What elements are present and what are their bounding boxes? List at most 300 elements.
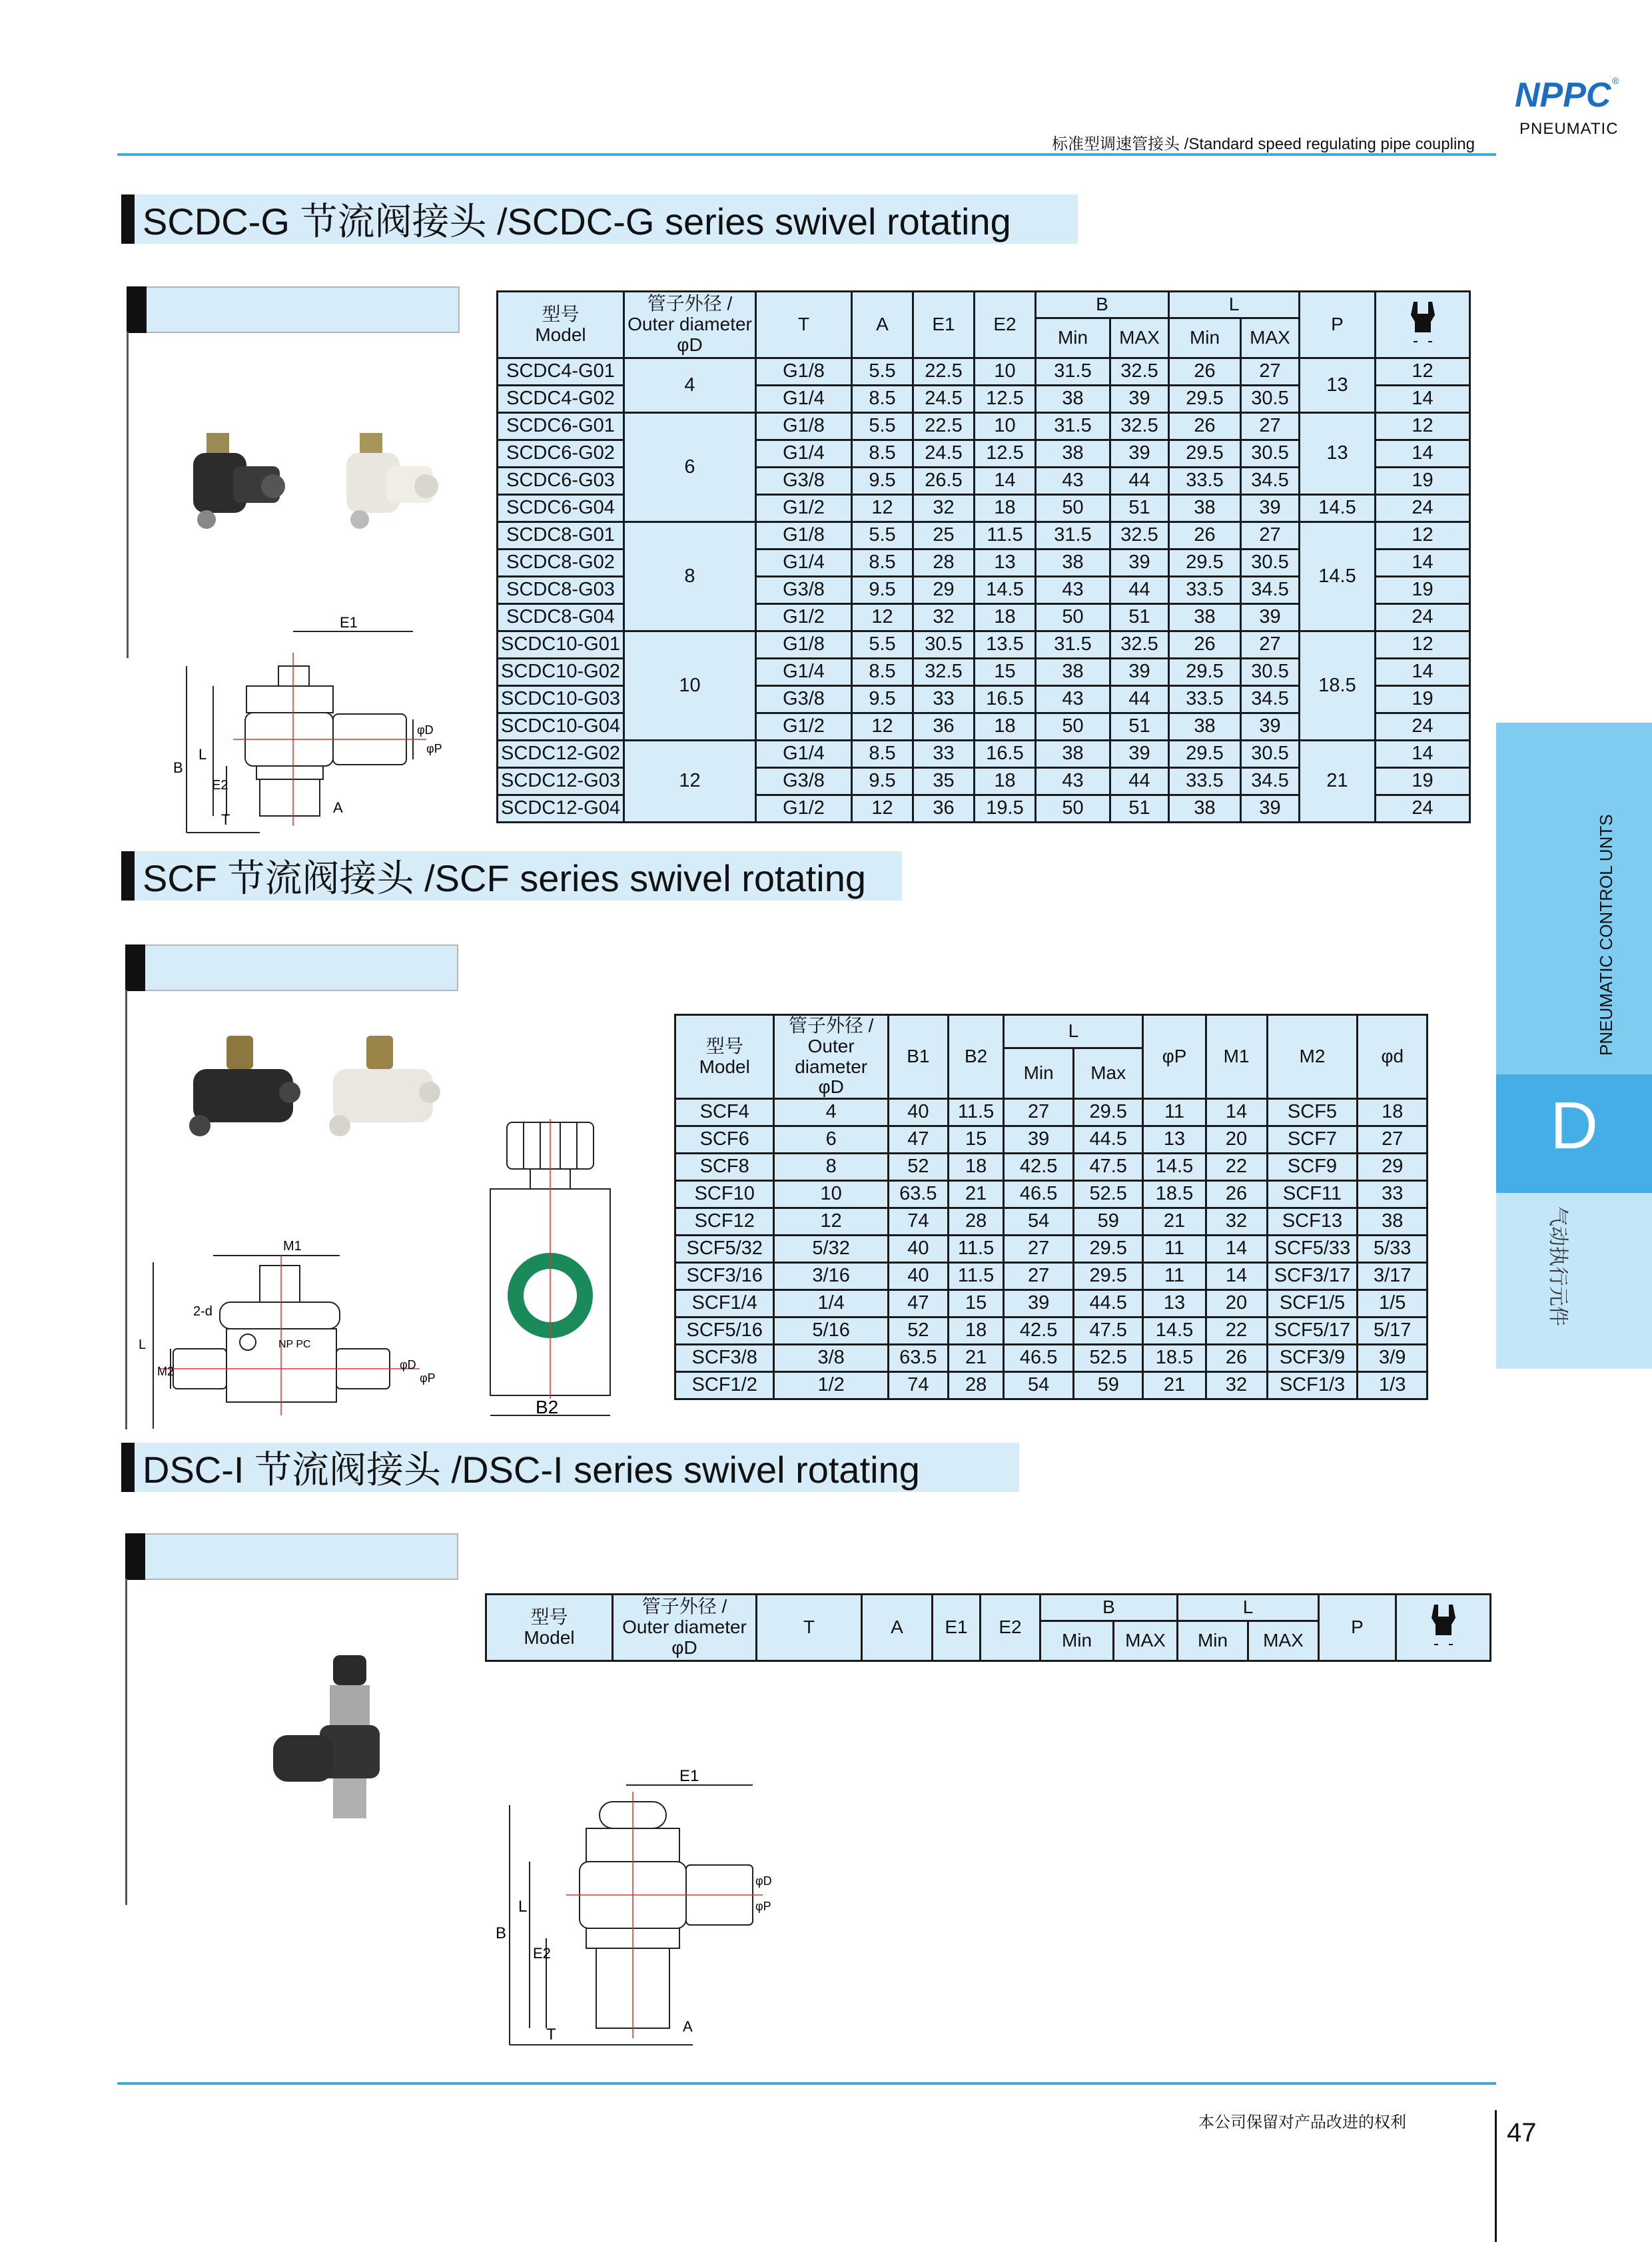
cell-b2: 18 [948, 1154, 1004, 1181]
cell-p: 13 [1300, 413, 1376, 495]
side-tab-category-text: PNEUMATIC CONTROL UNTS [1596, 814, 1616, 1056]
cell-l-min: 42.5 [1004, 1317, 1074, 1345]
cell-model: SCDC4-G02 [498, 386, 624, 413]
cell-b-max: 39 [1110, 741, 1169, 768]
svg-text:φD: φD [400, 1358, 416, 1371]
svg-text:2-d: 2-d [193, 1304, 212, 1319]
section-title-text: SCF 节流阀接头 /SCF series swivel rotating [143, 857, 866, 899]
cell-wrench: 24 [1376, 795, 1470, 823]
cell-l-min: 26 [1169, 413, 1241, 440]
cell-t: G3/8 [756, 686, 852, 713]
header-e1: E1 [933, 1595, 981, 1661]
cell-l-min: 29.5 [1169, 550, 1241, 577]
cell-e1: 30.5 [913, 631, 975, 659]
cell-l-max: 39 [1241, 713, 1300, 741]
nppc-logo [1513, 75, 1620, 115]
cell-outer-diameter: 1/2 [774, 1372, 888, 1399]
cell-a: 12 [852, 795, 913, 823]
cell-l-max: 39 [1241, 795, 1300, 823]
fitting-white-photo [346, 433, 438, 529]
cell-phi-p: 21 [1143, 1372, 1206, 1399]
svg-text:E2: E2 [533, 1945, 551, 1962]
cell-b-max: 39 [1110, 440, 1169, 468]
cell-outer-diameter: 10 [624, 631, 756, 741]
header-l: L [1169, 292, 1300, 318]
cell-phi-d: 3/17 [1358, 1263, 1428, 1290]
cell-b-min: 43 [1036, 686, 1110, 713]
cell-a: 8.5 [852, 741, 913, 768]
cell-l-max: 39 [1241, 604, 1300, 631]
section-title-dsc [121, 1443, 1019, 1492]
cell-t: G1/2 [756, 713, 852, 741]
cell-model: SCDC6-G02 [498, 440, 624, 468]
cell-l-min: 29.5 [1169, 440, 1241, 468]
cell-model: SCF5/32 [675, 1236, 774, 1263]
header-b-max: MAX [1114, 1621, 1178, 1661]
table-row [675, 1263, 1428, 1290]
image-label-dsc [125, 1533, 458, 1580]
cell-m1: 22 [1206, 1317, 1267, 1345]
cell-p: 18.5 [1300, 631, 1376, 741]
cell-a: 9.5 [852, 768, 913, 795]
cell-wrench: 14 [1376, 440, 1470, 468]
cell-a: 12 [852, 604, 913, 631]
cell-l-max: 34.5 [1241, 686, 1300, 713]
cell-b-max: 51 [1110, 713, 1169, 741]
cell-e1: 32.5 [913, 659, 975, 686]
cell-phi-d: 1/5 [1358, 1290, 1428, 1317]
svg-text:NP PC: NP PC [278, 1339, 311, 1350]
cell-l-min: 38 [1169, 713, 1241, 741]
header-l-min: Min [1169, 318, 1241, 358]
svg-text:L: L [199, 746, 207, 763]
cell-m2: SCF3/9 [1267, 1345, 1358, 1372]
cell-e2: 13 [975, 550, 1036, 577]
cell-e1: 22.5 [913, 413, 975, 440]
cell-model: SCF3/16 [675, 1263, 774, 1290]
cell-outer-diameter: 8 [774, 1154, 888, 1181]
cell-a: 9.5 [852, 686, 913, 713]
cell-l-min: 27 [1004, 1236, 1074, 1263]
cell-e1: 24.5 [913, 386, 975, 413]
cell-l-min: 46.5 [1004, 1181, 1074, 1208]
cell-e2: 14.5 [975, 577, 1036, 604]
cell-b-min: 50 [1036, 713, 1110, 741]
header-model: 型号 Model [486, 1595, 613, 1661]
cell-model: SCDC10-G04 [498, 713, 624, 741]
svg-text:φP: φP [420, 1371, 436, 1385]
cell-m1: 14 [1206, 1263, 1267, 1290]
cell-m2: SCF5/33 [1267, 1236, 1358, 1263]
cell-model: SCDC8-G03 [498, 577, 624, 604]
cell-phi-d: 1/3 [1358, 1372, 1428, 1399]
cell-m2: SCF3/17 [1267, 1263, 1358, 1290]
cell-e1: 29 [913, 577, 975, 604]
cell-e1: 25 [913, 522, 975, 550]
cell-b-min: 31.5 [1036, 631, 1110, 659]
cell-b-min: 43 [1036, 468, 1110, 495]
cell-b1: 63.5 [888, 1181, 948, 1208]
cell-l-max: 34.5 [1241, 577, 1300, 604]
technical-drawing-scdc [160, 613, 440, 839]
wrench-icon [1429, 1602, 1458, 1649]
cell-m1: 14 [1206, 1099, 1267, 1126]
cell-b-min: 38 [1036, 386, 1110, 413]
cell-model: SCDC6-G04 [498, 495, 624, 522]
header-a: A [862, 1595, 933, 1661]
cell-b-max: 39 [1110, 659, 1169, 686]
header-b2: B2 [948, 1015, 1004, 1099]
cell-phi-p: 11 [1143, 1263, 1206, 1290]
cell-b1: 52 [888, 1154, 948, 1181]
cell-l-min: 39 [1004, 1290, 1074, 1317]
header-l-max: MAX [1241, 318, 1300, 358]
cell-b2: 11.5 [948, 1236, 1004, 1263]
cell-e2: 11.5 [975, 522, 1036, 550]
cell-phi-d: 5/17 [1358, 1317, 1428, 1345]
cell-phi-d: 5/33 [1358, 1236, 1428, 1263]
cell-model: SCF12 [675, 1208, 774, 1236]
cell-l-max: 47.5 [1073, 1317, 1143, 1345]
cell-b-min: 50 [1036, 795, 1110, 823]
cell-model: SCDC10-G01 [498, 631, 624, 659]
cell-phi-p: 14.5 [1143, 1154, 1206, 1181]
table-row [675, 1126, 1428, 1154]
cell-m1: 26 [1206, 1345, 1267, 1372]
cell-l-max: 39 [1241, 495, 1300, 522]
cell-b-max: 51 [1110, 604, 1169, 631]
cell-e1: 28 [913, 550, 975, 577]
svg-text:φD: φD [417, 723, 434, 737]
cell-b1: 47 [888, 1290, 948, 1317]
cell-e1: 33 [913, 741, 975, 768]
svg-text:A: A [333, 799, 343, 816]
cell-wrench: 12 [1376, 358, 1470, 386]
cell-t: G1/4 [756, 386, 852, 413]
table-row [675, 1208, 1428, 1236]
cell-l-max: 34.5 [1241, 468, 1300, 495]
header-b1: B1 [888, 1015, 948, 1099]
cell-a: 8.5 [852, 440, 913, 468]
svg-text:M1: M1 [283, 1239, 302, 1254]
cell-phi-d: 18 [1358, 1099, 1428, 1126]
cell-m2: SCF7 [1267, 1126, 1358, 1154]
cell-b-max: 32.5 [1110, 522, 1169, 550]
cell-t: G1/4 [756, 659, 852, 686]
cell-l-min: 54 [1004, 1208, 1074, 1236]
image-label-scf [125, 944, 458, 991]
cell-outer-diameter: 4 [624, 358, 756, 413]
cell-outer-diameter: 5/16 [774, 1317, 888, 1345]
cell-t: G1/4 [756, 741, 852, 768]
image-guide-line [127, 332, 129, 658]
cell-model: SCDC12-G02 [498, 741, 624, 768]
header-l-max: Max [1073, 1048, 1143, 1099]
cell-l-max: 59 [1073, 1372, 1143, 1399]
logo-subtitle: PNEUMATIC [1519, 120, 1619, 138]
cell-b2: 15 [948, 1126, 1004, 1154]
cell-m1: 32 [1206, 1208, 1267, 1236]
cell-l-max: 30.5 [1241, 386, 1300, 413]
side-tab-letter [1496, 1074, 1652, 1193]
product-photo-dsc [260, 1652, 393, 1832]
header-phi-d: φd [1358, 1015, 1428, 1099]
table-row [498, 522, 1470, 550]
footer-caption: 本公司保留对产品改进的权利 [1198, 2113, 1406, 2131]
cell-l-min: 26 [1169, 358, 1241, 386]
cell-l-min: 29.5 [1169, 741, 1241, 768]
cell-b-max: 32.5 [1110, 413, 1169, 440]
cell-phi-p: 18.5 [1143, 1345, 1206, 1372]
header-m1: M1 [1206, 1015, 1267, 1099]
cell-b-max: 39 [1110, 550, 1169, 577]
cell-b-max: 44 [1110, 468, 1169, 495]
cell-b-max: 32.5 [1110, 631, 1169, 659]
cell-m1: 32 [1206, 1372, 1267, 1399]
cell-l-max: 47.5 [1073, 1154, 1143, 1181]
cell-l-min: 39 [1004, 1126, 1074, 1154]
cell-e2: 10 [975, 358, 1036, 386]
spec-table-dsc [485, 1593, 1491, 1662]
cell-t: G1/8 [756, 522, 852, 550]
cell-phi-p: 21 [1143, 1208, 1206, 1236]
cell-l-min: 33.5 [1169, 577, 1241, 604]
cell-l-max: 52.5 [1073, 1181, 1143, 1208]
section-title-text: SCDC-G 节流阀接头 /SCDC-G series swivel rotating [143, 200, 1011, 242]
cell-outer-diameter: 12 [774, 1208, 888, 1236]
fitting-black-photo [193, 433, 285, 529]
cell-m2: SCF5/17 [1267, 1317, 1358, 1345]
cell-l-min: 29.5 [1169, 659, 1241, 686]
cell-b2: 21 [948, 1181, 1004, 1208]
svg-text:φD: φD [755, 1874, 772, 1888]
cell-e1: 36 [913, 713, 975, 741]
cell-model: SCF3/8 [675, 1345, 774, 1372]
cell-l-min: 46.5 [1004, 1345, 1074, 1372]
cell-model: SCF8 [675, 1154, 774, 1181]
cell-t: G1/2 [756, 795, 852, 823]
cell-outer-diameter: 8 [624, 522, 756, 631]
cell-t: G1/8 [756, 413, 852, 440]
cell-l-min: 38 [1169, 495, 1241, 522]
cell-model: SCDC8-G04 [498, 604, 624, 631]
page-number: 47 [1507, 2118, 1537, 2147]
cell-model: SCF10 [675, 1181, 774, 1208]
spec-table-scdc [496, 290, 1471, 823]
svg-text:B2: B2 [536, 1397, 559, 1417]
table-row [675, 1181, 1428, 1208]
cell-outer-diameter: 6 [774, 1126, 888, 1154]
cell-b-min: 31.5 [1036, 413, 1110, 440]
cell-b1: 52 [888, 1317, 948, 1345]
cell-e2: 10 [975, 413, 1036, 440]
technical-drawing-scf [133, 1236, 453, 1432]
section-title-bar [121, 1443, 135, 1492]
cell-l-min: 54 [1004, 1372, 1074, 1399]
cell-m2: SCF9 [1267, 1154, 1358, 1181]
cell-m2: SCF11 [1267, 1181, 1358, 1208]
cell-m1: 22 [1206, 1154, 1267, 1181]
svg-text:B: B [173, 759, 183, 776]
header-b: B [1040, 1595, 1178, 1621]
svg-text:A: A [683, 2018, 693, 2035]
cell-wrench: 14 [1376, 550, 1470, 577]
cell-b1: 63.5 [888, 1345, 948, 1372]
cell-wrench: 14 [1376, 741, 1470, 768]
cell-e2: 12.5 [975, 386, 1036, 413]
cell-m1: 20 [1206, 1290, 1267, 1317]
cell-b-min: 38 [1036, 550, 1110, 577]
cell-b1: 40 [888, 1236, 948, 1263]
header-l-max: MAX [1248, 1621, 1319, 1661]
cell-model: SCF1/4 [675, 1290, 774, 1317]
cell-model: SCF4 [675, 1099, 774, 1126]
cell-t: G1/2 [756, 604, 852, 631]
cell-a: 5.5 [852, 631, 913, 659]
table-row [675, 1345, 1428, 1372]
section-title-text: DSC-I 节流阀接头 /DSC-I series swivel rotating [143, 1449, 920, 1491]
cell-a: 8.5 [852, 386, 913, 413]
section-title-scf [121, 851, 902, 901]
cell-e2: 16.5 [975, 741, 1036, 768]
cell-b-min: 38 [1036, 741, 1110, 768]
side-tab-chinese-text: 气动执行元件 [1547, 1206, 1569, 1326]
cell-wrench: 24 [1376, 495, 1470, 522]
cell-e1: 35 [913, 768, 975, 795]
header-wrench-icon [1396, 1595, 1491, 1661]
header-phi-p: φP [1143, 1015, 1206, 1099]
cell-b1: 74 [888, 1372, 948, 1399]
cell-phi-d: 29 [1358, 1154, 1428, 1181]
cell-t: G3/8 [756, 468, 852, 495]
side-tab-category [1496, 723, 1652, 1074]
cell-a: 12 [852, 713, 913, 741]
cell-b-min: 38 [1036, 440, 1110, 468]
cell-model: SCDC4-G01 [498, 358, 624, 386]
footer-divider [1495, 2110, 1497, 2242]
cell-t: G1/2 [756, 495, 852, 522]
cell-l-max: 29.5 [1073, 1236, 1143, 1263]
cell-e2: 12.5 [975, 440, 1036, 468]
cell-l-min: 33.5 [1169, 468, 1241, 495]
cell-e1: 36 [913, 795, 975, 823]
cell-l-max: 52.5 [1073, 1345, 1143, 1372]
cell-b2: 11.5 [948, 1099, 1004, 1126]
cell-phi-p: 13 [1143, 1290, 1206, 1317]
cell-b1: 40 [888, 1263, 948, 1290]
fitting-black-photo [189, 1036, 300, 1136]
header-b-min: Min [1036, 318, 1110, 358]
cell-t: G1/8 [756, 631, 852, 659]
header-m2: M2 [1267, 1015, 1358, 1099]
cell-b-max: 44 [1110, 768, 1169, 795]
cell-wrench: 12 [1376, 413, 1470, 440]
cell-l-max: 30.5 [1241, 550, 1300, 577]
cell-outer-diameter: 1/4 [774, 1290, 888, 1317]
cell-l-max: 30.5 [1241, 659, 1300, 686]
wrench-icon [1408, 299, 1438, 346]
svg-text:E2: E2 [212, 778, 228, 793]
cell-outer-diameter: 3/16 [774, 1263, 888, 1290]
cell-p: 14.5 [1300, 522, 1376, 631]
svg-text:L: L [518, 1898, 528, 1916]
cell-a: 5.5 [852, 358, 913, 386]
svg-text:M2: M2 [157, 1365, 175, 1378]
cell-wrench: 24 [1376, 713, 1470, 741]
cell-b-min: 43 [1036, 768, 1110, 795]
cell-phi-d: 3/9 [1358, 1345, 1428, 1372]
cell-l-min: 27 [1004, 1263, 1074, 1290]
cell-l-max: 30.5 [1241, 440, 1300, 468]
cell-phi-p: 11 [1143, 1099, 1206, 1126]
cell-b-min: 43 [1036, 577, 1110, 604]
header-outer-diameter: 管子外径 / Outer diameter φD [624, 292, 756, 358]
cell-e2: 18 [975, 604, 1036, 631]
cell-wrench: 19 [1376, 768, 1470, 795]
header-rule [117, 153, 1496, 156]
cell-l-min: 42.5 [1004, 1154, 1074, 1181]
cell-a: 9.5 [852, 577, 913, 604]
section-title-scdc [121, 194, 1078, 244]
logo-registered: ® [1612, 75, 1619, 86]
header-b-max: MAX [1110, 318, 1169, 358]
header-l-min: Min [1178, 1621, 1248, 1661]
cell-wrench: 19 [1376, 577, 1470, 604]
cell-a: 5.5 [852, 522, 913, 550]
cell-a: 9.5 [852, 468, 913, 495]
table-row [675, 1236, 1428, 1263]
cell-b2: 18 [948, 1317, 1004, 1345]
cell-b-max: 44 [1110, 686, 1169, 713]
cell-a: 12 [852, 495, 913, 522]
cell-model: SCDC12-G04 [498, 795, 624, 823]
technical-drawing-scf-side [484, 1119, 617, 1432]
product-photo-scf [180, 1032, 480, 1152]
cell-b-min: 50 [1036, 495, 1110, 522]
cell-m2: SCF13 [1267, 1208, 1358, 1236]
header-l-min: Min [1004, 1048, 1074, 1099]
cell-e2: 18 [975, 495, 1036, 522]
cell-b1: 40 [888, 1099, 948, 1126]
cell-model: SCDC10-G02 [498, 659, 624, 686]
cell-b2: 28 [948, 1208, 1004, 1236]
cell-b2: 28 [948, 1372, 1004, 1399]
cell-e2: 16.5 [975, 686, 1036, 713]
header-p: P [1300, 292, 1376, 358]
cell-t: G3/8 [756, 577, 852, 604]
cell-model: SCF6 [675, 1126, 774, 1154]
svg-text:φP: φP [426, 742, 442, 755]
cell-p: 21 [1300, 741, 1376, 823]
cell-model: SCF1/2 [675, 1372, 774, 1399]
cell-outer-diameter: 6 [624, 413, 756, 522]
section-title-bar [121, 194, 135, 244]
cell-e1: 32 [913, 604, 975, 631]
cell-l-min: 38 [1169, 604, 1241, 631]
svg-text:B: B [496, 1924, 507, 1942]
header-caption: 标准型调速管接头 /Standard speed regulating pipe coupling [1052, 135, 1475, 153]
cell-t: G3/8 [756, 768, 852, 795]
cell-l-max: 34.5 [1241, 768, 1300, 795]
cell-model: SCF5/16 [675, 1317, 774, 1345]
svg-text:L: L [139, 1337, 147, 1352]
cell-p: 14.5 [1300, 495, 1376, 522]
cell-m1: 26 [1206, 1181, 1267, 1208]
cell-t: G1/8 [756, 358, 852, 386]
table-row [675, 1317, 1428, 1345]
spec-table-scf [674, 1014, 1428, 1400]
cell-b-min: 38 [1036, 659, 1110, 686]
